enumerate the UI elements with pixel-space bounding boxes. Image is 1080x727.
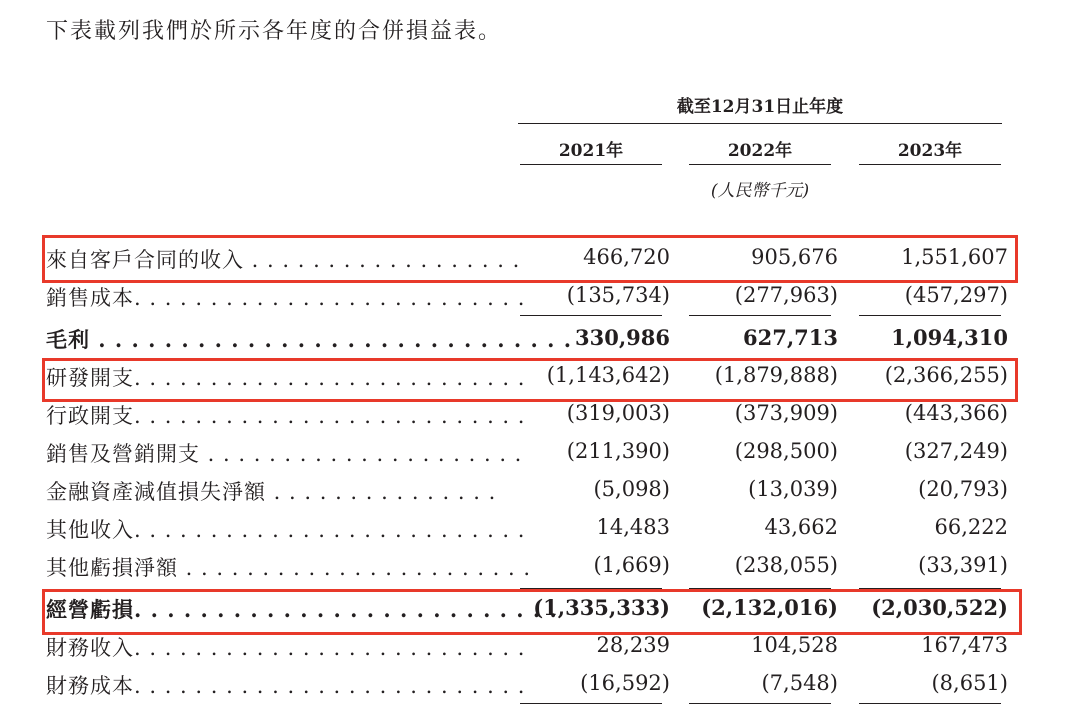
value-2022: (2,132,016) <box>701 595 838 620</box>
year-header-2023: 2023年 <box>897 141 963 161</box>
subtotal-rule <box>859 315 1001 316</box>
value-2023: (457,297) <box>904 283 1008 307</box>
value-2023: 1,094,310 <box>891 325 1008 350</box>
table-row-finance-costs <box>0 670 1080 708</box>
row-label: 其他收入. . . . . . . . . . . . . . . . . . . . . . . . . . <box>46 518 526 542</box>
value-2021: (319,003) <box>566 401 670 425</box>
value-2022: (238,055) <box>734 553 838 577</box>
table-row-gross-profit <box>0 324 1080 362</box>
row-label: 銷售及營銷開支 . . . . . . . . . . . . . . . . . . . . . <box>46 442 523 466</box>
value-2023: (327,249) <box>904 439 1008 463</box>
period-header: 截至12月31日止年度 <box>676 97 844 117</box>
value-2021: 28,239 <box>596 633 670 657</box>
row-label: 研發開支. . . . . . . . . . . . . . . . . . . . . . . . . . <box>46 366 526 390</box>
value-2022: 627,713 <box>743 325 838 350</box>
value-2021: 466,720 <box>583 245 670 269</box>
intro-text: 下表載列我們於所示各年度的合併損益表。 <box>46 19 503 44</box>
row-label: 行政開支. . . . . . . . . . . . . . . . . . . . . . . . . . <box>46 404 526 428</box>
value-2021: 14,483 <box>596 515 670 539</box>
year-header-2022: 2022年 <box>727 141 793 161</box>
value-2021: (5,098) <box>593 477 670 501</box>
value-2022: (277,963) <box>734 283 838 307</box>
table-row-other-losses <box>0 552 1080 590</box>
value-2022: (13,039) <box>748 477 838 501</box>
year-rule-2023 <box>859 164 1001 165</box>
value-2022: (373,909) <box>734 401 838 425</box>
subtotal-rule <box>859 703 1001 704</box>
value-2023: (8,651) <box>931 671 1008 695</box>
value-2023: (20,793) <box>918 477 1008 501</box>
row-label: 財務收入. . . . . . . . . . . . . . . . . . . . . . . . . . <box>46 636 526 660</box>
value-2021: (135,734) <box>566 283 670 307</box>
period-header-rule <box>518 123 1002 124</box>
table-row-other-income <box>0 514 1080 552</box>
value-2023: (2,366,255) <box>884 363 1008 387</box>
table-row-finance-income <box>0 632 1080 670</box>
year-rule-2021 <box>520 164 662 165</box>
subtotal-rule <box>520 703 662 704</box>
highlight-box-revenue <box>42 235 1018 283</box>
subtotal-rule <box>689 703 831 704</box>
year-header-2021: 2021年 <box>558 141 624 161</box>
value-2021: (16,592) <box>580 671 670 695</box>
value-2023: 1,551,607 <box>901 245 1008 269</box>
row-label: 毛利 . . . . . . . . . . . . . . . . . . . . . . . . . . . . . <box>46 327 573 352</box>
highlight-box-rnd <box>42 358 1018 402</box>
value-2021: 330,986 <box>575 325 670 350</box>
value-2023: (2,030,522) <box>871 595 1008 620</box>
value-2023: (33,391) <box>918 553 1008 577</box>
row-label: 經營虧損. . . . . . . . . . . . . . . . . . . . . . . . . . <box>46 597 558 622</box>
subtotal-rule <box>520 315 662 316</box>
value-2022: 104,528 <box>751 633 838 657</box>
table-row-selling-marketing <box>0 438 1080 476</box>
value-2023: 167,473 <box>921 633 1008 657</box>
row-label: 銷售成本. . . . . . . . . . . . . . . . . . . . . . . . . . <box>46 286 526 310</box>
row-label: 金融資產減值損失淨額 . . . . . . . . . . . . . . . <box>46 480 497 504</box>
value-2021: (211,390) <box>566 439 670 463</box>
value-2023: (443,366) <box>904 401 1008 425</box>
row-label: 來自客戶合同的收入 . . . . . . . . . . . . . . . . . . <box>46 248 521 272</box>
unit-label: (人民幣千元) <box>710 181 810 201</box>
table-row-cost-of-sales <box>0 282 1080 320</box>
value-2022: (298,500) <box>734 439 838 463</box>
year-rule-2022 <box>689 164 831 165</box>
value-2021: (1,669) <box>593 553 670 577</box>
value-2022: (1,879,888) <box>714 363 838 387</box>
value-2022: 43,662 <box>764 515 838 539</box>
table-row-impairment-losses <box>0 476 1080 514</box>
highlight-box-operating-loss <box>42 589 1022 635</box>
value-2021: (1,143,642) <box>546 363 670 387</box>
row-label: 財務成本. . . . . . . . . . . . . . . . . . . . . . . . . . <box>46 674 526 698</box>
table-row-admin-expenses <box>0 400 1080 438</box>
value-2022: (7,548) <box>761 671 838 695</box>
value-2021: (1,335,333) <box>533 595 670 620</box>
subtotal-rule <box>689 315 831 316</box>
value-2023: 66,222 <box>934 515 1008 539</box>
row-label: 其他虧損淨額 . . . . . . . . . . . . . . . . . . . . . . . <box>46 556 532 580</box>
value-2022: 905,676 <box>751 245 838 269</box>
